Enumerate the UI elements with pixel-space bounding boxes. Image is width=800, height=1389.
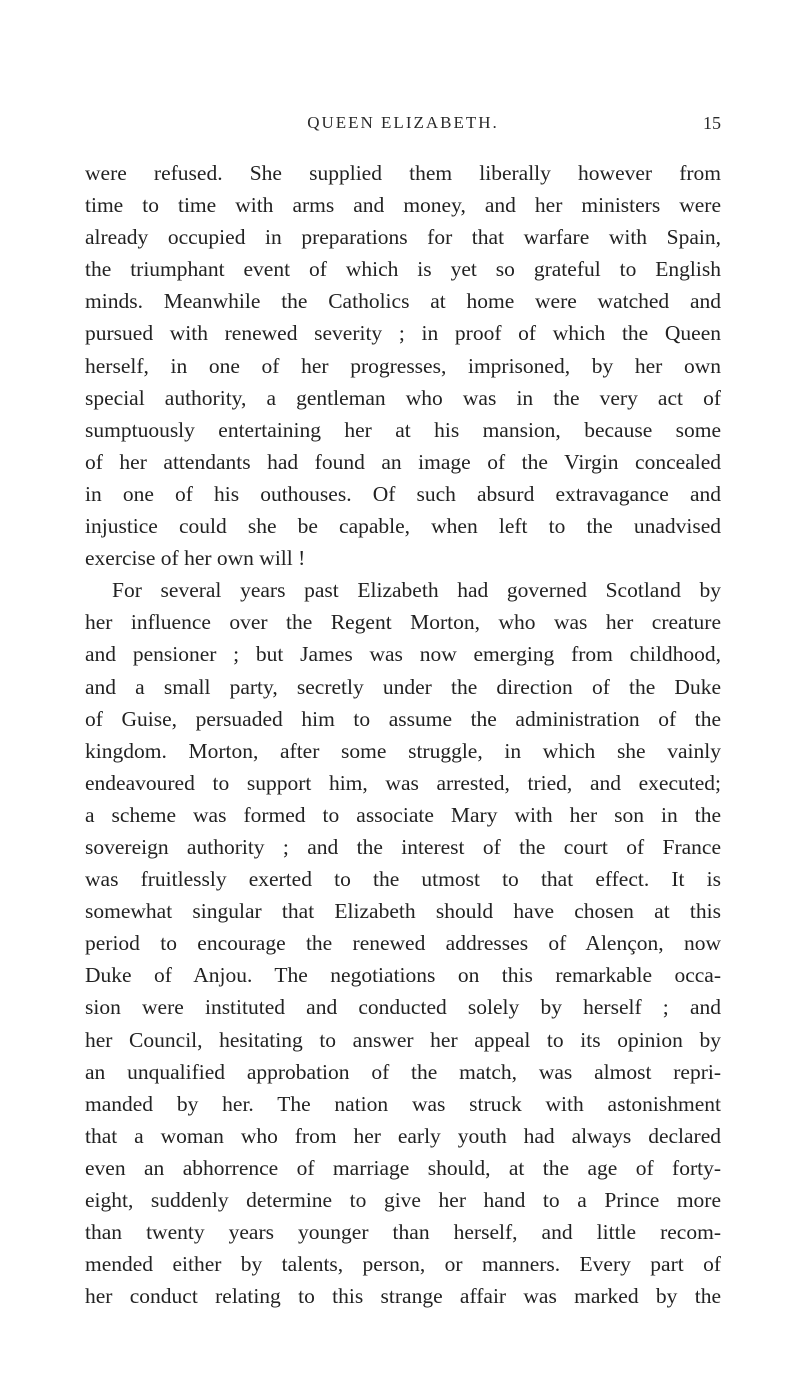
text-line: already occupied in preparations for that warfare with Spain, bbox=[85, 225, 721, 250]
text-line: were refused. She supplied them liberally however from bbox=[85, 161, 721, 185]
running-head bbox=[85, 113, 721, 141]
text-line: injustice could she be capable, when left to the unadvised bbox=[85, 514, 721, 539]
running-title: QUEEN ELIZABETH. bbox=[307, 113, 499, 132]
text-line: and pensioner ; but James was now emerging from childhood, bbox=[85, 642, 721, 667]
text-line: endeavoured to support him, was arrested, tried, and executed; bbox=[85, 770, 721, 795]
text-line: than twenty years younger than herself, and little recom- bbox=[85, 1220, 721, 1245]
text-line: the triumphant event of which is yet so grateful to English bbox=[85, 257, 721, 282]
text-line: manded by her. The nation was struck with astonishment bbox=[85, 1091, 721, 1116]
text-line: special authority, a gentleman who was in the very act of bbox=[85, 385, 721, 410]
text-line: mended either by talents, person, or manners. Every part of bbox=[85, 1252, 721, 1277]
text-line: of her attendants had found an image of the Virgin concealed bbox=[85, 449, 721, 474]
text-line: in one of his outhouses. Of such absurd extravagance and bbox=[85, 481, 721, 506]
text-line: of Guise, persuaded him to assume the administration of the bbox=[85, 706, 721, 731]
text-line: sovereign authority ; and the interest of the court of France bbox=[85, 834, 721, 859]
text-line: sion were instituted and conducted solely by herself ; and bbox=[85, 995, 721, 1020]
text-line: time to time with arms and money, and her ministers were bbox=[85, 193, 721, 218]
text-line: somewhat singular that Elizabeth should have chosen at this bbox=[85, 899, 721, 924]
text-line: minds. Meanwhile the Catholics at home were watched and bbox=[85, 289, 721, 314]
body-text bbox=[85, 157, 721, 1312]
text-line: even an abhorrence of marriage should, at the age of forty- bbox=[85, 1155, 721, 1180]
text-line: eight, suddenly determine to give her hand to a Prince more bbox=[85, 1188, 721, 1212]
text-line: period to encourage the renewed addresses of Alençon, now bbox=[85, 931, 721, 956]
text-line: Duke of Anjou. The negotiations on this remarkable occa- bbox=[85, 963, 721, 988]
page-number: 15 bbox=[703, 113, 721, 133]
text-line: kingdom. Morton, after some struggle, in which she vainly bbox=[85, 738, 721, 763]
text-line: her influence over the Regent Morton, who was her creature bbox=[85, 610, 721, 635]
paragraph-end-line: exercise of her own will ! bbox=[85, 546, 306, 571]
text-line: that a woman who from her early youth had always declared bbox=[85, 1123, 721, 1148]
text-line: a scheme was formed to associate Mary with her son in the bbox=[85, 802, 721, 827]
text-line: an unqualified approbation of the match, was almost repri- bbox=[85, 1059, 721, 1084]
text-line: and a small party, secretly under the direction of the Duke bbox=[85, 674, 721, 699]
text-line: her Council, hesitating to answer her appeal to its opinion by bbox=[85, 1027, 721, 1052]
text-line: pursued with renewed severity ; in proof of which the Queen bbox=[85, 321, 721, 346]
text-line: was fruitlessly exerted to the utmost to that effect. It is bbox=[85, 867, 721, 892]
text-line: her conduct relating to this strange affair was marked by the bbox=[85, 1284, 721, 1309]
text-line: herself, in one of her progresses, imprisoned, by her own bbox=[85, 353, 721, 378]
paragraph-start-line: For several years past Elizabeth had governed Scotland by bbox=[112, 578, 721, 603]
text-line: sumptuously entertaining her at his mansion, because some bbox=[85, 417, 721, 442]
